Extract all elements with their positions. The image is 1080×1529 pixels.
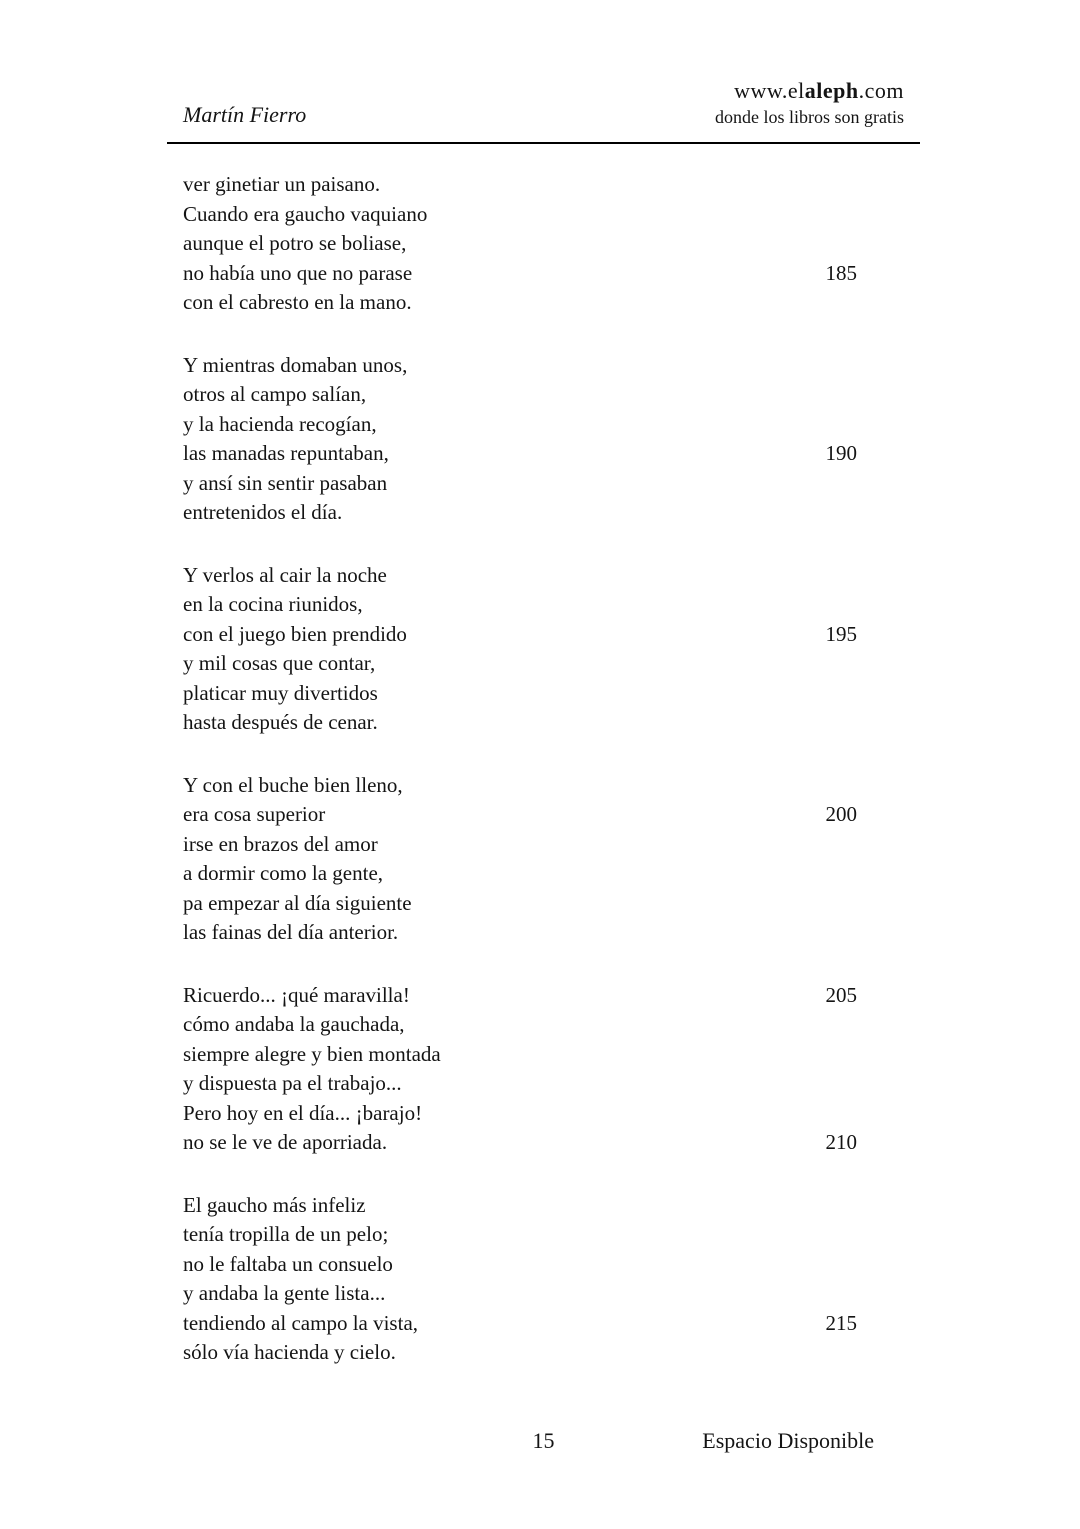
poem-line-text: era cosa superior <box>183 802 326 826</box>
poem-line <box>183 800 920 830</box>
page-footer <box>167 1428 920 1458</box>
poem-line-text: El gaucho más infeliz <box>183 1192 366 1217</box>
poem-line-text: Cuando era gaucho vaquiano <box>183 201 428 226</box>
verse-number: 205 <box>825 982 857 1007</box>
poem-line <box>183 830 920 860</box>
poem-line <box>183 590 920 620</box>
stanza <box>183 1191 920 1368</box>
verse-number: 185 <box>825 260 857 285</box>
poem-line <box>183 1040 920 1070</box>
poem-line <box>183 1191 920 1221</box>
poem-line-text: ver ginetiar un paisano. <box>183 172 381 196</box>
poem-line-text: tendiendo al campo la vista, <box>183 1310 419 1335</box>
poem-line-text: con el cabresto en la mano. <box>183 290 412 314</box>
stanza <box>183 351 920 528</box>
poem-line <box>183 1250 920 1280</box>
poem-line <box>183 469 920 499</box>
site-url-bold: aleph <box>804 78 859 103</box>
poem-line-text: las fainas del día anterior. <box>183 920 399 944</box>
poem-line-text: a dormir como la gente, <box>183 861 384 885</box>
poem-line-text: y la hacienda recogían, <box>183 411 377 436</box>
footer-note: Espacio Disponible <box>702 1428 874 1453</box>
poem-line <box>183 229 920 259</box>
poem-line-text: con el juego bien prendido <box>183 621 407 646</box>
poem-line <box>183 351 920 381</box>
poem-line-text: Y con el buche bien lleno, <box>183 772 403 797</box>
poem-line-text: aunque el potro se boliase, <box>183 231 407 255</box>
verse-number: 200 <box>825 802 857 826</box>
poem-line <box>183 771 920 801</box>
poem-line <box>183 498 920 528</box>
verse-number: 195 <box>825 621 857 646</box>
poem-line-text: y dispuesta pa el trabajo... <box>183 1071 402 1095</box>
poem-line-text: otros al campo salían, <box>183 382 367 406</box>
poem-line <box>183 918 920 948</box>
poem-line <box>183 1128 920 1158</box>
poem-line-text: tenía tropilla de un pelo; <box>183 1222 389 1246</box>
poem-line <box>183 439 920 469</box>
poem-line-text: no le faltaba un consuelo <box>183 1251 393 1276</box>
poem-line <box>183 1069 920 1099</box>
book-title: Martín Fierro <box>183 102 307 127</box>
poem-line-text: pa empezar al día siguiente <box>183 890 412 915</box>
poem-line-text: Ricuerdo... ¡qué maravilla! <box>183 982 410 1007</box>
poem-line-text: sólo vía hacienda y cielo. <box>183 1340 396 1364</box>
stanza <box>183 170 920 318</box>
page-header <box>167 0 920 142</box>
poem-line <box>183 859 920 889</box>
site-url-prefix: www.el <box>734 78 805 103</box>
verse-number: 190 <box>825 441 857 465</box>
poem-line <box>183 1099 920 1129</box>
poem-line-text: Pero hoy en el día... ¡barajo! <box>183 1100 423 1125</box>
stanza <box>183 561 920 738</box>
verse-number: 210 <box>825 1130 857 1154</box>
site-branding <box>715 76 904 128</box>
poem-line-text: las manadas repuntaban, <box>183 441 389 465</box>
stanza <box>183 981 920 1158</box>
poem-line-text: en la cocina riunidos, <box>183 592 363 616</box>
poem-line <box>183 288 920 318</box>
poem-line <box>183 561 920 591</box>
book-page <box>167 0 920 1529</box>
poem-line <box>183 410 920 440</box>
poem-line <box>183 1220 920 1250</box>
poem-line-text: no había uno que no parase <box>183 260 413 285</box>
poem-line-text: platicar muy divertidos <box>183 680 378 705</box>
poem-line <box>183 649 920 679</box>
poem-line <box>183 1309 920 1339</box>
poem-line-text: hasta después de cenar. <box>183 710 378 734</box>
poem-line <box>183 380 920 410</box>
poem-line <box>183 200 920 230</box>
site-url <box>715 76 904 106</box>
poem-line <box>183 708 920 738</box>
stanza <box>183 771 920 948</box>
header-rule <box>167 142 920 144</box>
poem-line <box>183 679 920 709</box>
poem-line <box>183 1010 920 1040</box>
site-url-suffix: .com <box>858 78 904 103</box>
poem-line <box>183 620 920 650</box>
poem-line-text: entretenidos el día. <box>183 500 343 524</box>
poem-body <box>167 170 920 1368</box>
poem-line-text: y andaba la gente lista... <box>183 1281 386 1305</box>
poem-line <box>183 259 920 289</box>
poem-line-text: Y mientras domaban unos, <box>183 352 408 377</box>
poem-line-text: y ansí sin sentir pasaban <box>183 470 388 495</box>
poem-line <box>183 1279 920 1309</box>
poem-line <box>183 170 920 200</box>
poem-line <box>183 1338 920 1368</box>
poem-line-text: no se le ve de aporriada. <box>183 1130 388 1154</box>
page-number: 15 <box>532 1428 555 1453</box>
poem-line-text: irse en brazos del amor <box>183 831 378 856</box>
poem-line-text: siempre alegre y bien montada <box>183 1041 441 1066</box>
site-tagline: donde los libros son gratis <box>715 107 904 127</box>
poem-line <box>183 981 920 1011</box>
poem-line-text: y mil cosas que contar, <box>183 651 376 675</box>
verse-number: 215 <box>825 1310 857 1335</box>
poem-line-text: Y verlos al cair la noche <box>183 562 387 587</box>
poem-line <box>183 889 920 919</box>
poem-line-text: cómo andaba la gauchada, <box>183 1012 405 1036</box>
